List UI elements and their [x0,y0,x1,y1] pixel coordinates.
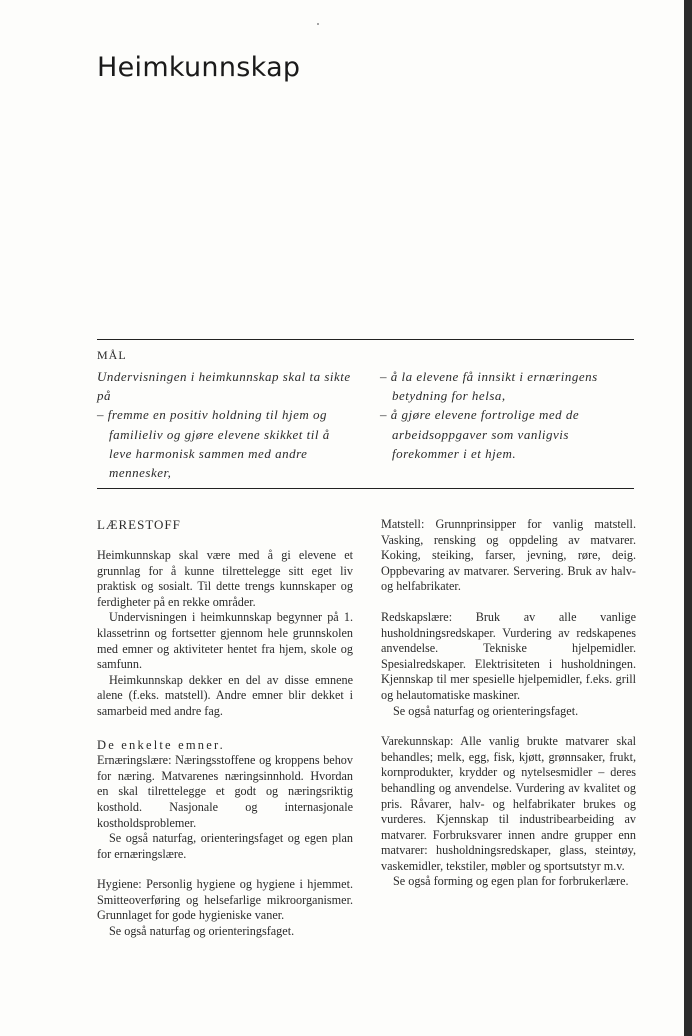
topic-matstell: Matstell: Grunnprinsipper for vanlig matstell. Vasking, rensking og oppdeling av matvarer. Koking, steiking, farser, jevning, røre, deig. Oppbevaring av matvarer. Servering. Bruk av halv- og helfabrikater. [381,517,636,594]
mal-right-column [380,367,636,463]
mal-item-text: å gjøre elevene fortrolige med de arbeidsoppgaver som vanligvis forekommer i et hjem. [390,407,580,461]
bottom-rule [97,488,634,489]
mal-item: – å la elevene få innsikt i ernæringens betydning for helsa, [380,369,598,404]
see-also: Se også naturfag, orienteringsfaget og egen plan for ernæringslære. [97,831,353,861]
topic-varekunnskap: Varekunnskap: Alle vanlig brukte matvarer skal behandles; melk, egg, fisk, kjøtt, grønnsaker, frukt, kornprodukter, krydder og nytelsesmidler – deres behandling og anvendelse. Vurdering av kvalitet og pris. Råvarer, halv- og helfabrikater brukes og vurderes. Kjennskap til industribearbeiding av matvarer. Forbruksvarer innen andre grupper enn matvarer: husholdningsredskaper, glass, steintøy, vaskemidler, tekstiler, møbler og sportsutstyr m.v. [381,734,636,873]
mal-item-text: å la elevene få innsikt i ernæringens betydning for helsa, [390,369,598,404]
left-text-column [97,548,353,940]
topic-hygiene: Hygiene: Personlig hygiene og hygiene i hjemmet. Smitteoverføring og helsefarlige mikroorganismer. Grunnlaget for gode hygieniske vaner. [97,877,353,923]
mal-intro: Undervisningen i heimkunnskap skal ta sikte på [97,369,351,404]
page-edge [684,0,692,1036]
mal-left-column [97,367,353,482]
paragraph: Heimkunnskap dekker en del av disse emnene alene (f.eks. matstell). Andre emner blir dekket i samarbeid med andre fag. [97,672,353,718]
paragraph: Undervisningen i heimkunnskap begynner på 1. klassetrinn og fortsetter gjennom hele grunnskolen med emner og aktiviteter hentet fra hjem, skole og samfunn. [97,610,353,672]
top-rule [97,339,634,340]
page-title: Heimkunnskap [97,52,301,83]
see-also: Se også forming og egen plan for forbrukerlære. [393,874,629,889]
see-also: Se også naturfag og orienteringsfaget. [109,924,295,939]
mal-item: – fremme en positiv holdning til hjem og familieliv og gjøre elevene skikket til å leve harmonisk sammen med andre mennesker, [97,407,330,481]
see-also: Se også naturfag og orienteringsfaget. [393,703,579,718]
mal-item-text: fremme en positiv holdning til hjem og familieliv og gjøre elevene skikket til å leve harmonisk sammen med andre mennesker, [107,407,330,481]
paragraph: Heimkunnskap skal være med å gi elevene et grunnlag for å kunne tilrettelegge sitt eget liv praktisk og sosialt. Til dette trengs kunnskaper og ferdigheter på en rekke områder. [97,548,353,609]
larestoff-heading: LÆRESTOFF [97,517,181,532]
subheading: De enkelte emner. [97,737,225,752]
topic-ernaeringslaere: Ernæringslære: Næringsstoffene og kroppens behov for næring. Matvarenes næringsinnhold. Hvordan en skal tilrettelegge et godt og næringsriktig kosthold. Nasjonale og internasjonale kostholdsproblemer. [97,753,353,830]
speck [317,23,319,25]
right-text-column [381,517,636,890]
mal-heading: MÅL [97,348,127,362]
topic-redskapslaere: Redskapslære: Bruk av alle vanlige husholdningsredskaper. Vurdering av redskapenes anvendelse. Tekniske hjelpemidler. Spesialredskaper. Elektrisiteten i husholdningen. Kjennskap til mer spesielle hjelpemidler, f.eks. grill og helautomatiske maskiner. [381,609,636,702]
mal-item: – å gjøre elevene fortrolige med de arbeidsoppgaver som vanligvis forekommer i et hjem. [380,407,580,461]
